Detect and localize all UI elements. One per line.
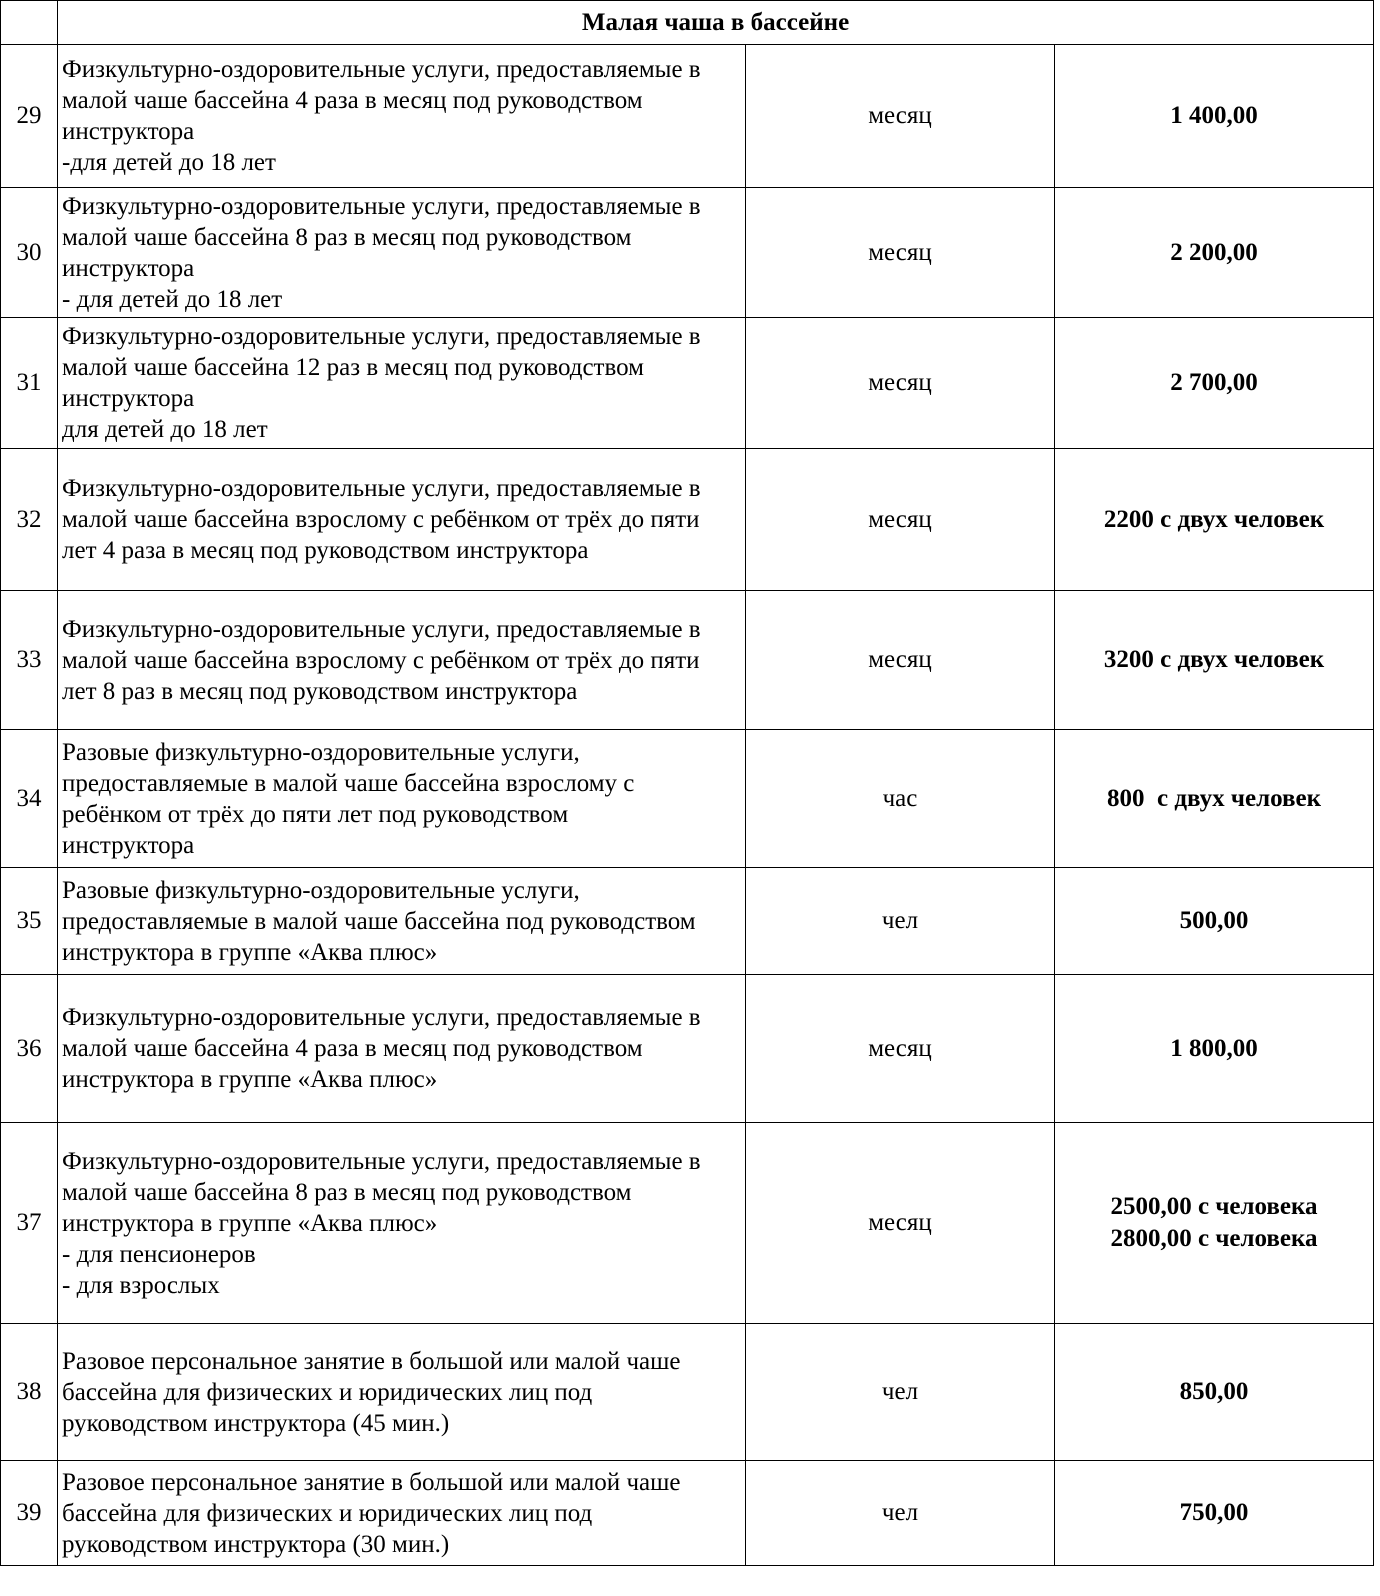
table-row (1, 1461, 1374, 1566)
description-line: Физкультурно-оздоровительные услуги, предоставляемые в (62, 615, 701, 643)
description-line: инструктора в группе «Аква плюс» (62, 938, 438, 966)
price-line: 750,00 (1179, 1499, 1249, 1526)
row-number: 33 (1, 591, 58, 730)
price-line: 2500,00 с человека (1110, 1193, 1318, 1220)
service-description (58, 1324, 746, 1461)
description-line: инструктора в группе «Аква плюс» (62, 1209, 438, 1237)
description-line: - для детей до 18 лет (62, 285, 283, 313)
description-line: предоставляемые в малой чаше бассейна взрослому с (62, 769, 635, 797)
table-row (1, 730, 1374, 868)
description-line: лет 4 раза в месяц под руководством инструктора (62, 537, 589, 564)
price-line: 500,00 (1179, 907, 1249, 934)
description-line: инструктора в группе «Аква плюс» (62, 1066, 438, 1093)
unit-of-measure: месяц (746, 975, 1055, 1123)
table-row (1, 188, 1374, 318)
service-price (1055, 730, 1374, 868)
service-description (58, 1123, 746, 1324)
table-row (1, 975, 1374, 1123)
row-number: 38 (1, 1324, 58, 1461)
table-row (1, 868, 1374, 975)
row-number: 32 (1, 449, 58, 591)
description-line: бассейна для физических и юридических лиц под (62, 1378, 593, 1406)
service-description (58, 318, 746, 449)
row-number: 29 (1, 45, 58, 188)
description-line: Физкультурно-оздоровительные услуги, предоставляемые в (62, 323, 701, 350)
description-line: Физкультурно-оздоровительные услуги, предоставляемые в (62, 1004, 701, 1031)
description-line: инструктора (62, 831, 195, 859)
unit-of-measure: месяц (746, 591, 1055, 730)
service-description (58, 1461, 746, 1566)
unit-of-measure: месяц (746, 188, 1055, 318)
description-line: инструктора (62, 385, 195, 412)
section-header-row (1, 1, 1374, 45)
service-price (1055, 318, 1374, 449)
service-price (1055, 1324, 1374, 1461)
unit-of-measure: месяц (746, 449, 1055, 591)
table-row (1, 591, 1374, 730)
price-line: 800 с двух человек (1107, 784, 1321, 812)
service-price (1055, 188, 1374, 318)
description-line: малой чаше бассейна 12 раз в месяц под руководством (62, 354, 644, 381)
service-description (58, 868, 746, 975)
description-line: - для взрослых (62, 1271, 220, 1299)
service-price (1055, 591, 1374, 730)
row-number: 37 (1, 1123, 58, 1324)
unit-of-measure: месяц (746, 318, 1055, 449)
price-line: 2200 с двух человек (1103, 505, 1325, 533)
price-line: 850,00 (1179, 1378, 1249, 1405)
service-price (1055, 1123, 1374, 1324)
price-line: 1 400,00 (1170, 102, 1258, 129)
description-line: ребёнком от трёх до пяти лет под руководством (62, 800, 569, 828)
row-number: 39 (1, 1461, 58, 1566)
service-description (58, 188, 746, 318)
table-row (1, 318, 1374, 449)
description-line: малой чаше бассейна взрослому с ребёнком от трёх до пяти (62, 506, 700, 533)
description-line: инструктора (62, 254, 195, 282)
description-line: предоставляемые в малой чаше бассейна под руководством (62, 907, 696, 935)
service-description (58, 45, 746, 188)
description-line: - для пенсионеров (62, 1240, 256, 1268)
unit-of-measure: час (746, 730, 1055, 868)
price-line: 1 800,00 (1170, 1034, 1258, 1062)
table-row (1, 45, 1374, 188)
description-line: малой чаше бассейна 4 раза в месяц под руководством (62, 87, 643, 114)
description-line: Разовые физкультурно-оздоровительные услуги, (62, 876, 580, 904)
service-price (1055, 975, 1374, 1123)
description-line: бассейна для физических и юридических лиц под (62, 1499, 593, 1527)
price-line: 3200 с двух человек (1103, 646, 1325, 673)
unit-of-measure: чел (746, 1324, 1055, 1461)
description-line: Физкультурно-оздоровительные услуги, предоставляемые в (62, 192, 701, 220)
section-title: Малая чаша в бассейне (58, 1, 1374, 45)
unit-of-measure: чел (746, 1461, 1055, 1566)
row-number: 36 (1, 975, 58, 1123)
section-header-num-cell (1, 1, 58, 45)
price-line: 2 200,00 (1170, 238, 1258, 266)
service-price (1055, 449, 1374, 591)
service-description (58, 730, 746, 868)
price-line: 2800,00 с человека (1110, 1225, 1318, 1252)
description-line: лет 8 раз в месяц под руководством инструктора (62, 677, 578, 705)
unit-of-measure: месяц (746, 1123, 1055, 1324)
service-price (1055, 1461, 1374, 1566)
description-line: руководством инструктора (30 мин.) (62, 1530, 450, 1558)
description-line: Физкультурно-оздоровительные услуги, предоставляемые в (62, 56, 701, 83)
service-price (1055, 45, 1374, 188)
row-number: 35 (1, 868, 58, 975)
service-description (58, 449, 746, 591)
description-line: инструктора (62, 118, 195, 145)
description-line: малой чаше бассейна 8 раз в месяц под руководством (62, 1178, 632, 1206)
row-number: 31 (1, 318, 58, 449)
description-line: малой чаше бассейна 4 раза в месяц под руководством (62, 1035, 643, 1062)
description-line: Разовые физкультурно-оздоровительные услуги, (62, 738, 580, 766)
unit-of-measure: чел (746, 868, 1055, 975)
table-body (1, 1, 1374, 1566)
description-line: Разовое персональное занятие в большой или малой чаше (62, 1347, 681, 1375)
description-line: Физкультурно-оздоровительные услуги, предоставляемые в (62, 1147, 701, 1175)
description-line: Разовое персональное занятие в большой или малой чаше (62, 1468, 681, 1496)
description-line: для детей до 18 лет (62, 416, 268, 443)
table-row (1, 1123, 1374, 1324)
table-row (1, 449, 1374, 591)
service-description (58, 591, 746, 730)
description-line: Физкультурно-оздоровительные услуги, предоставляемые в (62, 475, 701, 502)
service-description (58, 975, 746, 1123)
unit-of-measure: месяц (746, 45, 1055, 188)
description-line: малой чаше бассейна взрослому с ребёнком от трёх до пяти (62, 646, 700, 674)
row-number: 34 (1, 730, 58, 868)
description-line: -для детей до 18 лет (62, 149, 276, 176)
description-line: малой чаше бассейна 8 раз в месяц под руководством (62, 223, 632, 251)
table-row (1, 1324, 1374, 1461)
description-line: руководством инструктора (45 мин.) (62, 1409, 450, 1437)
row-number: 30 (1, 188, 58, 318)
price-line: 2 700,00 (1170, 369, 1258, 396)
service-price (1055, 868, 1374, 975)
